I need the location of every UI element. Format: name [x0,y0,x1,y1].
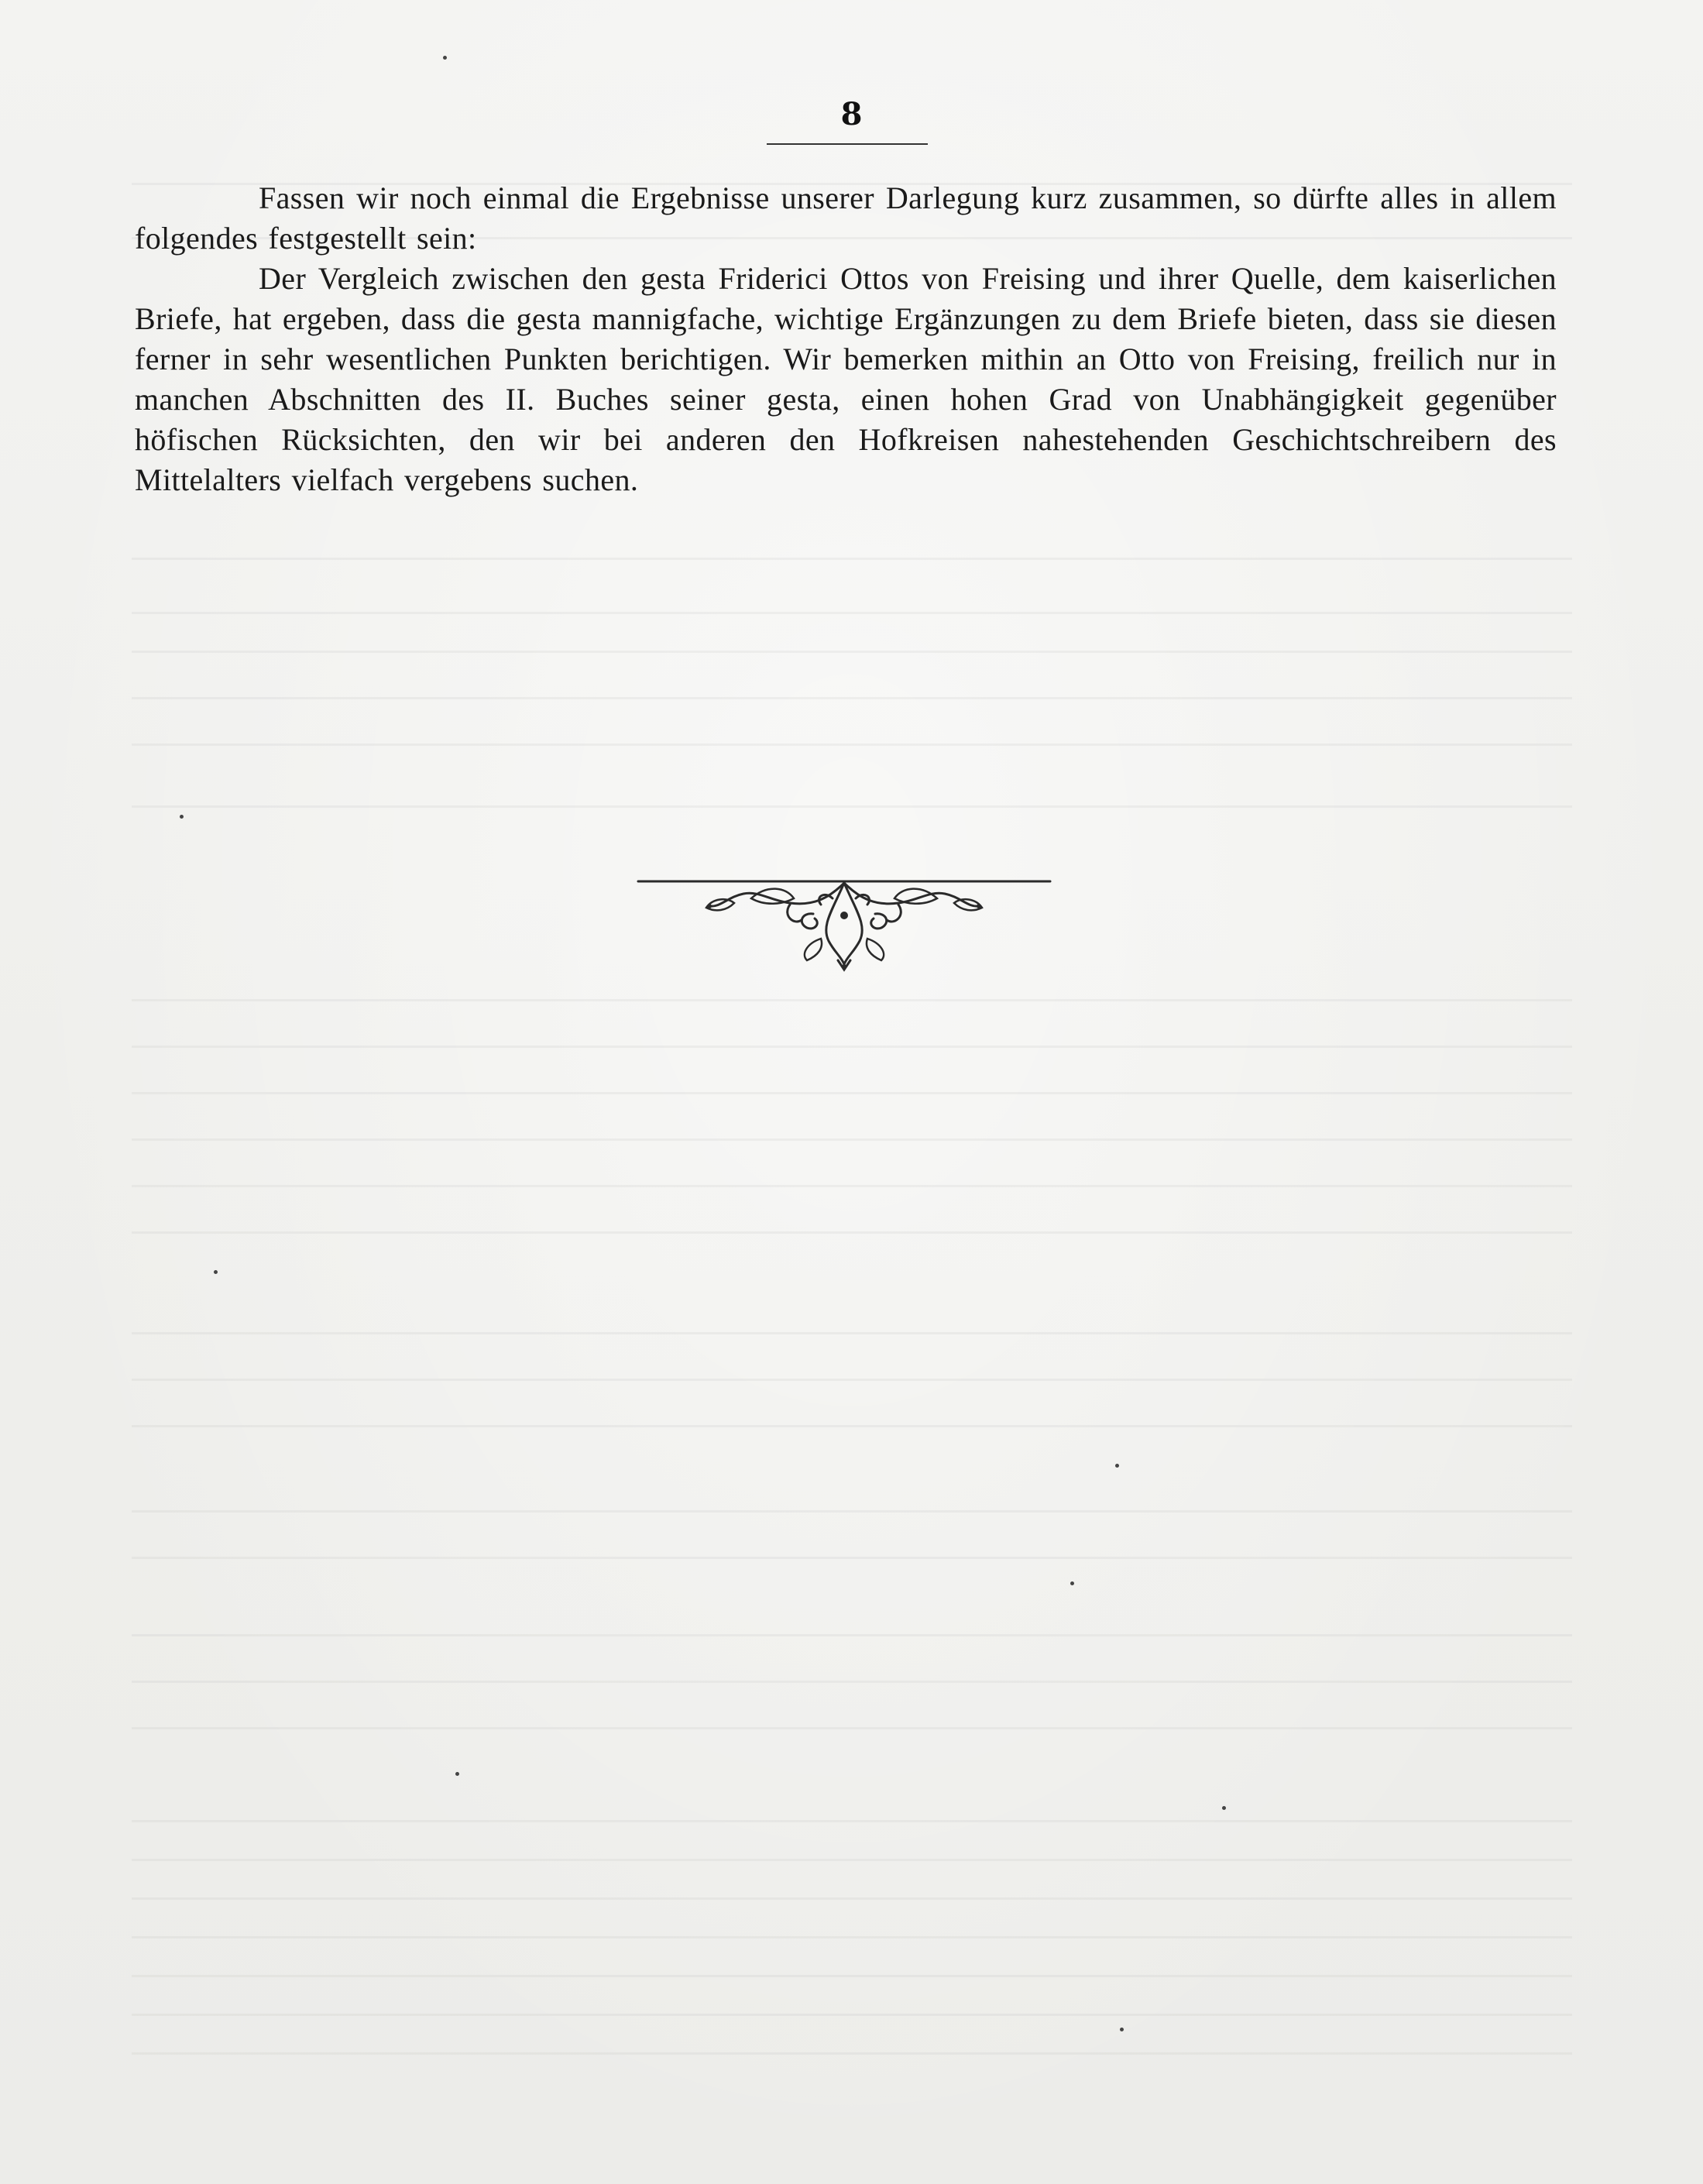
bleed-through-line [132,1634,1572,1636]
vignette-ornament-icon [635,867,1053,972]
bleed-through-line [132,1510,1572,1513]
paragraph: Der Vergleich zwischen den gesta Friderici Ottos von Freising und ihrer Quelle, dem kaiserlichen Briefe, hat ergeben, dass die gesta mannigfache, wichtige Ergänzungen zu dem Briefe bieten, dass sie diesen ferner in sehr wesentlichen Punkten berichtigen. Wir bemerken mithin an Otto von Freising, freilich nur in manchen Abschnitten des II. Buches seiner gesta, einen hohen Grad von Unabhängigkeit gegenüber höfischen Rücksichten, den wir bei anderen den Hofkreisen nahestehenden Geschichtschreibern des Mittelalters vielfach vergebens suchen. [135,261,1557,497]
print-speck [443,56,447,60]
bleed-through-line [132,1859,1572,1861]
bleed-through-line [132,1557,1572,1559]
bleed-through-line [132,612,1572,614]
bleed-through-line [132,1092,1572,1094]
bleed-through-line [132,651,1572,653]
bleed-through-line [132,1681,1572,1683]
bleed-through-line [132,1820,1572,1822]
bleed-through-line [132,1185,1572,1187]
bleed-through-line [132,1046,1572,1048]
bleed-through-line [132,1975,1572,1977]
bleed-through-line [132,1138,1572,1141]
print-speck [1120,2028,1124,2031]
page-number: 8 [840,96,863,132]
print-speck [1070,1581,1074,1585]
print-speck [214,1270,218,1274]
page-number-rule [767,143,928,145]
bleed-through-line [132,1727,1572,1729]
print-speck [1222,1806,1226,1810]
bleed-through-line [132,743,1572,746]
bleed-through-line [132,1231,1572,1234]
bleed-through-line [132,999,1572,1001]
body-text [135,178,1557,500]
print-speck [180,815,184,819]
paragraph: Fassen wir noch einmal die Ergebnisse unserer Darlegung kurz zusammen, so dürfte alles in allem folgendes festgestellt sein: [135,180,1557,256]
bleed-through-line [132,1332,1572,1334]
print-speck [455,1772,459,1776]
bleed-through-line [132,805,1572,808]
bleed-through-line [132,697,1572,699]
bleed-through-line [132,2052,1572,2055]
bleed-through-line [132,1897,1572,1900]
bleed-through-line [132,1379,1572,1381]
bleed-through-line [132,2014,1572,2016]
bleed-through-line [132,1936,1572,1938]
bleed-through-line [132,1425,1572,1427]
print-speck [1115,1464,1119,1468]
bleed-through-line [132,558,1572,560]
